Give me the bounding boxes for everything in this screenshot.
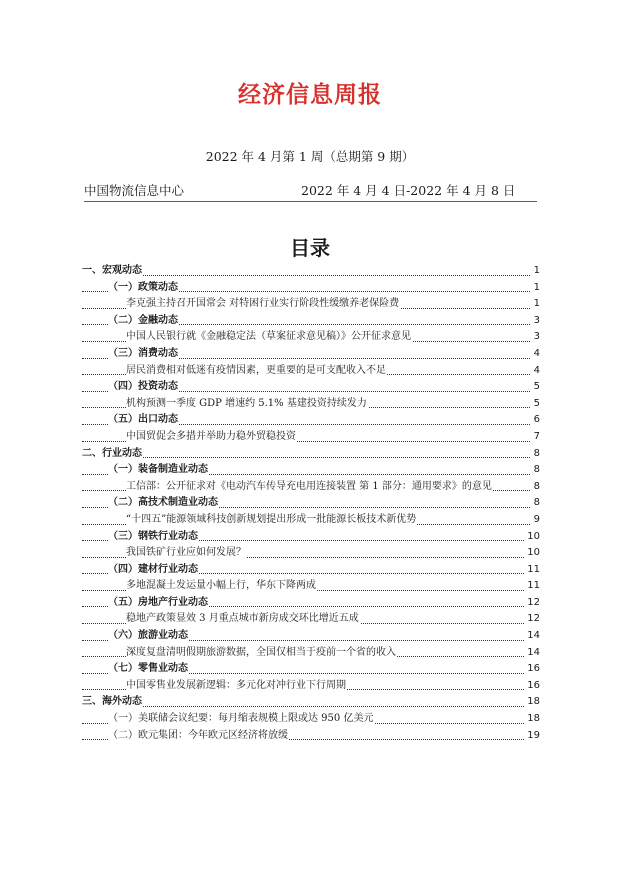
toc-entry-label: 机构预测一季度 GDP 增速约 5.1% 基建投资持续发力	[126, 397, 367, 409]
toc-entry-page: 3	[532, 313, 540, 330]
header-divider	[84, 201, 537, 202]
toc-entry[interactable]	[82, 694, 540, 711]
toc-entry-label: 稳地产政策显效 3 月重点城市新房成交环比增近五成	[126, 613, 359, 625]
toc-entry-label: 一、宏观动态	[82, 265, 142, 276]
toc-entry-label: 中国人民银行就《金融稳定法（草案征求意见稿）》公开征求意见	[126, 331, 411, 343]
toc-entry-label: （五）出口动态	[108, 414, 178, 426]
toc-entry[interactable]	[82, 512, 540, 529]
dot-leader	[82, 706, 530, 707]
toc-entry-page: 14	[525, 645, 540, 662]
toc-entry-page: 11	[525, 578, 540, 595]
toc-entry-page: 10	[525, 545, 540, 562]
toc-entry[interactable]	[82, 313, 540, 330]
toc-entry-page: 8	[532, 479, 540, 496]
toc-entry-page: 9	[532, 512, 540, 529]
toc-entry[interactable]	[82, 529, 540, 546]
toc-entry[interactable]	[82, 363, 540, 380]
toc-entry-label: （三）钢铁行业动态	[108, 530, 198, 542]
toc-entry-label: （二）高技术制造业动态	[108, 497, 218, 509]
toc-entry-label: 二、行业动态	[82, 447, 142, 459]
toc-entry-page: 11	[525, 562, 540, 579]
toc-entry[interactable]	[82, 296, 540, 313]
toc-entry-label: 居民消费相对低迷有疫情因素，更重要的是可支配收入不足	[126, 364, 386, 376]
toc-entry-page: 10	[525, 529, 540, 546]
toc-entry[interactable]	[82, 446, 540, 463]
toc-entry-label: （一）美联储会议纪要：每月缩表规模上限或达 950 亿美元	[108, 713, 374, 725]
toc-entry[interactable]	[82, 346, 540, 363]
toc-entry-label: （一）政策动态	[108, 281, 178, 293]
toc-entry-label: 三、海外动态	[82, 696, 142, 708]
toc-entry-label: 我国铁矿行业应如何发展？	[126, 547, 246, 559]
toc-entry-label: 深度复盘清明假期旅游数据，全国仅相当于疫前一个省的收入	[126, 646, 396, 658]
toc-entry[interactable]	[82, 595, 540, 612]
toc-entry-label: （六）旅游业动态	[108, 630, 188, 642]
toc-entry-page: 1	[532, 263, 540, 280]
toc-entry-page: 16	[525, 661, 540, 678]
toc-entry-page: 16	[525, 678, 540, 695]
dot-leader	[82, 275, 530, 276]
toc-entry-page: 4	[532, 363, 540, 380]
toc-entry-label: 中国贸促会多措并举助力稳外贸稳投资	[126, 430, 296, 442]
toc-entry-page: 1	[532, 296, 540, 313]
toc-entry[interactable]	[82, 578, 540, 595]
toc-entry[interactable]	[82, 711, 540, 728]
toc-entry-page: 6	[532, 412, 540, 429]
toc-entry[interactable]	[82, 329, 540, 346]
toc-entry[interactable]	[82, 645, 540, 662]
table-of-contents	[82, 263, 540, 744]
toc-entry[interactable]	[82, 379, 540, 396]
report-title: 经济信息周报	[238, 82, 382, 108]
toc-entry-label: （四）投资动态	[108, 381, 178, 393]
toc-entry-page: 18	[525, 694, 540, 711]
toc-entry[interactable]	[82, 396, 540, 413]
toc-entry-label: （七）零售业动态	[108, 663, 188, 675]
toc-entry[interactable]	[82, 678, 540, 695]
dot-leader	[82, 457, 530, 458]
toc-entry[interactable]	[82, 412, 540, 429]
toc-entry-label: 中国零售业发展新逻辑：多元化对冲行业下行周期	[126, 679, 346, 691]
toc-entry[interactable]	[82, 562, 540, 579]
publisher-name: 中国物流信息中心	[84, 183, 185, 198]
toc-entry-page: 18	[525, 711, 540, 728]
toc-heading: 目录	[290, 236, 330, 260]
toc-entry-label: （四）建材行业动态	[108, 563, 198, 575]
toc-entry-page: 19	[525, 728, 540, 745]
toc-entry-page: 1	[532, 280, 540, 297]
toc-entry[interactable]	[82, 661, 540, 678]
toc-entry-label: （二）欧元集团：今年欧元区经济将放缓	[108, 729, 288, 741]
toc-entry[interactable]	[82, 263, 540, 280]
toc-entry[interactable]	[82, 462, 540, 479]
toc-entry-page: 14	[525, 628, 540, 645]
toc-entry[interactable]	[82, 611, 540, 628]
toc-entry-page: 3	[532, 329, 540, 346]
toc-entry-page: 5	[532, 379, 540, 396]
toc-entry-page: 8	[532, 495, 540, 512]
toc-entry-page: 8	[532, 462, 540, 479]
toc-entry[interactable]	[82, 628, 540, 645]
toc-entry[interactable]	[82, 429, 540, 446]
toc-entry-label: “十四五”能源领域科技创新规划提出形成一批能源长板技术新优势	[126, 513, 417, 525]
toc-entry[interactable]	[82, 479, 540, 496]
date-range: 2022 年 4 月 4 日-2022 年 4 月 8 日	[301, 183, 516, 198]
toc-entry-page: 5	[532, 396, 540, 413]
toc-entry-label: 工信部：公开征求对《电动汽车传导充电用连接装置 第 1 部分：通用要求》的意见	[126, 480, 492, 492]
toc-entry-page: 12	[525, 611, 540, 628]
toc-entry[interactable]	[82, 280, 540, 297]
toc-entry-label: （一）装备制造业动态	[108, 464, 208, 476]
toc-entry-label: （五）房地产行业动态	[108, 596, 208, 608]
toc-entry-label: （三）消费动态	[108, 347, 178, 359]
toc-entry[interactable]	[82, 495, 540, 512]
toc-entry-page: 12	[525, 595, 540, 612]
issue-number: 2022 年 4 月第 1 周（总期第 9 期）	[205, 149, 415, 164]
toc-entry-label: 多地混凝土发运量小幅上行，华东下降两成	[126, 580, 316, 592]
toc-entry-label: （二）金融动态	[108, 314, 178, 326]
toc-entry-label: 李克强主持召开国常会 对特困行业实行阶段性缓缴养老保险费	[126, 298, 400, 310]
toc-entry-page: 7	[532, 429, 540, 446]
toc-entry[interactable]	[82, 545, 540, 562]
toc-entry-page: 8	[532, 446, 540, 463]
toc-entry-page: 4	[532, 346, 540, 363]
toc-entry[interactable]	[82, 728, 540, 745]
